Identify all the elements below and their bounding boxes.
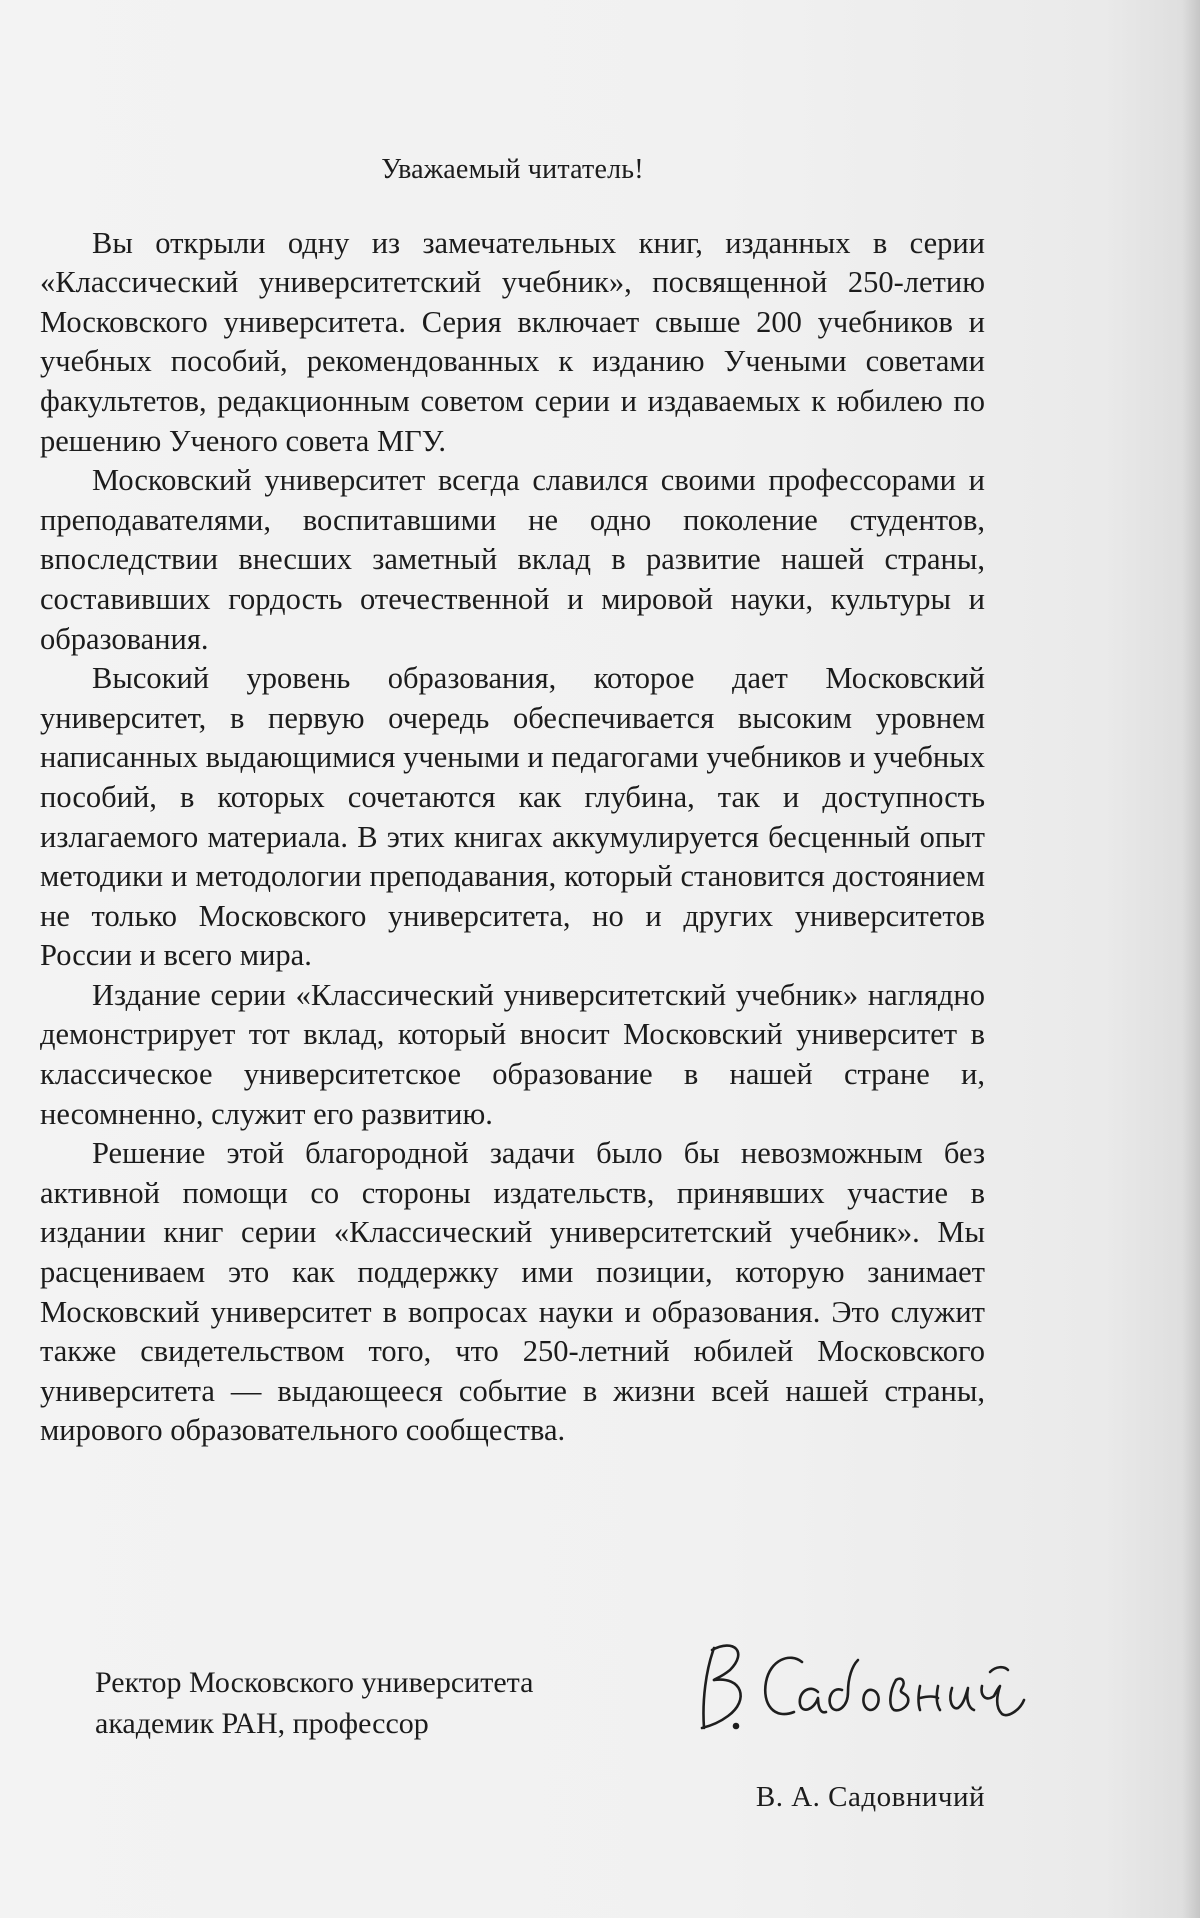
paragraph-5: Решение этой благородной задачи было бы невозможным без активной помощи со стороны издательств, принявших участие в издании книг серии «Классический университетский учебник». Мы расцениваем это как поддержку ими позиции, которую занимает Московский университет в вопросах науки и образования. Это служит также свидетельством того, что 250-летний юбилей Московского университета — выдающееся событие в жизни всей нашей страны, мирового образовательного сообщества.	[40, 1136, 985, 1448]
signatory-title-line-2: академик РАН, профессор	[95, 1707, 429, 1740]
page-edge-shadow	[1182, 0, 1200, 1918]
signatory-title	[95, 1662, 533, 1744]
handwritten-signature	[690, 1630, 1040, 1740]
signer-name: В. А. Садовничий	[755, 1781, 985, 1813]
paragraph-1: Вы открыли одну из замечательных книг, изданных в серии «Классический университетский учебник», посвященной 250-летию Московского университета. Серия включает свыше 200 учебников и учебных пособий, рекомендованных к изданию Учеными советами факультетов, редакционным советом серии и издаваемых к юбилею по решению Ученого совета МГУ.	[40, 225, 985, 458]
signatory-title-line-1: Ректор Московского университета	[95, 1666, 534, 1699]
letter-heading: Уважаемый читатель!	[381, 154, 644, 185]
letter-body	[40, 150, 985, 1451]
paragraph-4: Издание серии «Классический университетский учебник» наглядно демонстрирует тот вклад, который вносит Московский университет в классическое университетское образование в нашей стране и, несомненно, служит его развитию.	[40, 977, 985, 1131]
paragraph-2: Московский университет всегда славился своими профессорами и преподавателями, воспитавшими не одно поколение студентов, впоследствии внесших заметный вклад в развитие нашей страны, составивших гордость отечественной и мировой науки, культуры и образования.	[40, 463, 985, 656]
paragraph-3: Высокий уровень образования, которое дает Московский университет, в первую очередь обеспечивается высоким уровнем написанных выдающимися учеными и педагогами учебников и учебных пособий, в которых сочетаются как глубина, так и доступность излагаемого материала. В этих книгах аккумулируется бесценный опыт методики и методологии преподавания, который становится достоянием не только Московского университета, но и других университетов России и всего мира.	[40, 661, 985, 973]
